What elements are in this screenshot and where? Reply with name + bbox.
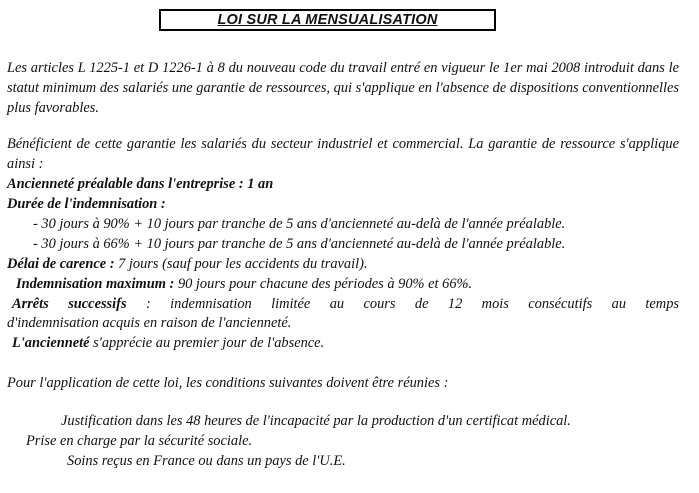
- maximum-text: 90 jours pour chacune des périodes à 90% et 66%.: [174, 276, 473, 292]
- arrets-line: [12, 294, 679, 314]
- carence-label: Délai de carence :: [7, 256, 115, 272]
- arrets-text-2: d'indemnisation acquis en raison de l'ancienneté.: [7, 315, 292, 331]
- document-title: LOI SUR LA MENSUALISATION: [217, 12, 438, 28]
- carence-line: [7, 254, 368, 274]
- duree-item-90: - 30 jours à 90% + 10 jours par tranche de 5 ans d'ancienneté au-delà de l'année préalable.: [33, 216, 566, 232]
- carence-text: 7 jours (sauf pour les accidents du travail).: [114, 256, 368, 272]
- anciennete-prealable: Ancienneté préalable dans l'entreprise : 1 an: [7, 176, 274, 192]
- condition-item: Soins reçus en France ou dans un pays de l'U.E.: [67, 453, 346, 469]
- conditions-intro: Pour l'application de cette loi, les conditions suivantes doivent être réunies :: [7, 375, 449, 391]
- anciennete-label: L'ancienneté: [12, 335, 90, 351]
- arrets-label: Arrêts successifs: [12, 296, 127, 312]
- duree-item-66: - 30 jours à 66% + 10 jours par tranche de 5 ans d'ancienneté au-delà de l'année préalable.: [33, 236, 566, 252]
- maximum-label: Indemnisation maximum :: [16, 276, 175, 292]
- anciennete-line: [12, 333, 324, 353]
- beneficiaries-paragraph: Bénéficient de cette garantie les salariés du secteur industriel et commercial. La garantie de ressource s'applique ainsi :: [7, 136, 679, 172]
- intro-paragraph: Les articles L 1225-1 et D 1226-1 à 8 du nouveau code du travail entré en vigueur le 1er mai 2008 introduit dans le statut minimum des salariés une garantie de ressources, qui s'applique en l'absence de dispositions conventionnelles plus favorables.: [7, 60, 679, 116]
- title-box: [159, 9, 496, 31]
- condition-item: Justification dans les 48 heures de l'incapacité par la production d'un certificat médical.: [61, 413, 571, 429]
- maximum-line: [16, 274, 472, 294]
- arrets-text: : indemnisation limitée au cours de 12 mois consécutifs au temps: [126, 296, 679, 312]
- condition-item: Prise en charge par la sécurité sociale.: [26, 433, 253, 449]
- duree-heading: Durée de l'indemnisation :: [7, 196, 166, 212]
- anciennete-text: s'apprécie au premier jour de l'absence.: [89, 335, 325, 351]
